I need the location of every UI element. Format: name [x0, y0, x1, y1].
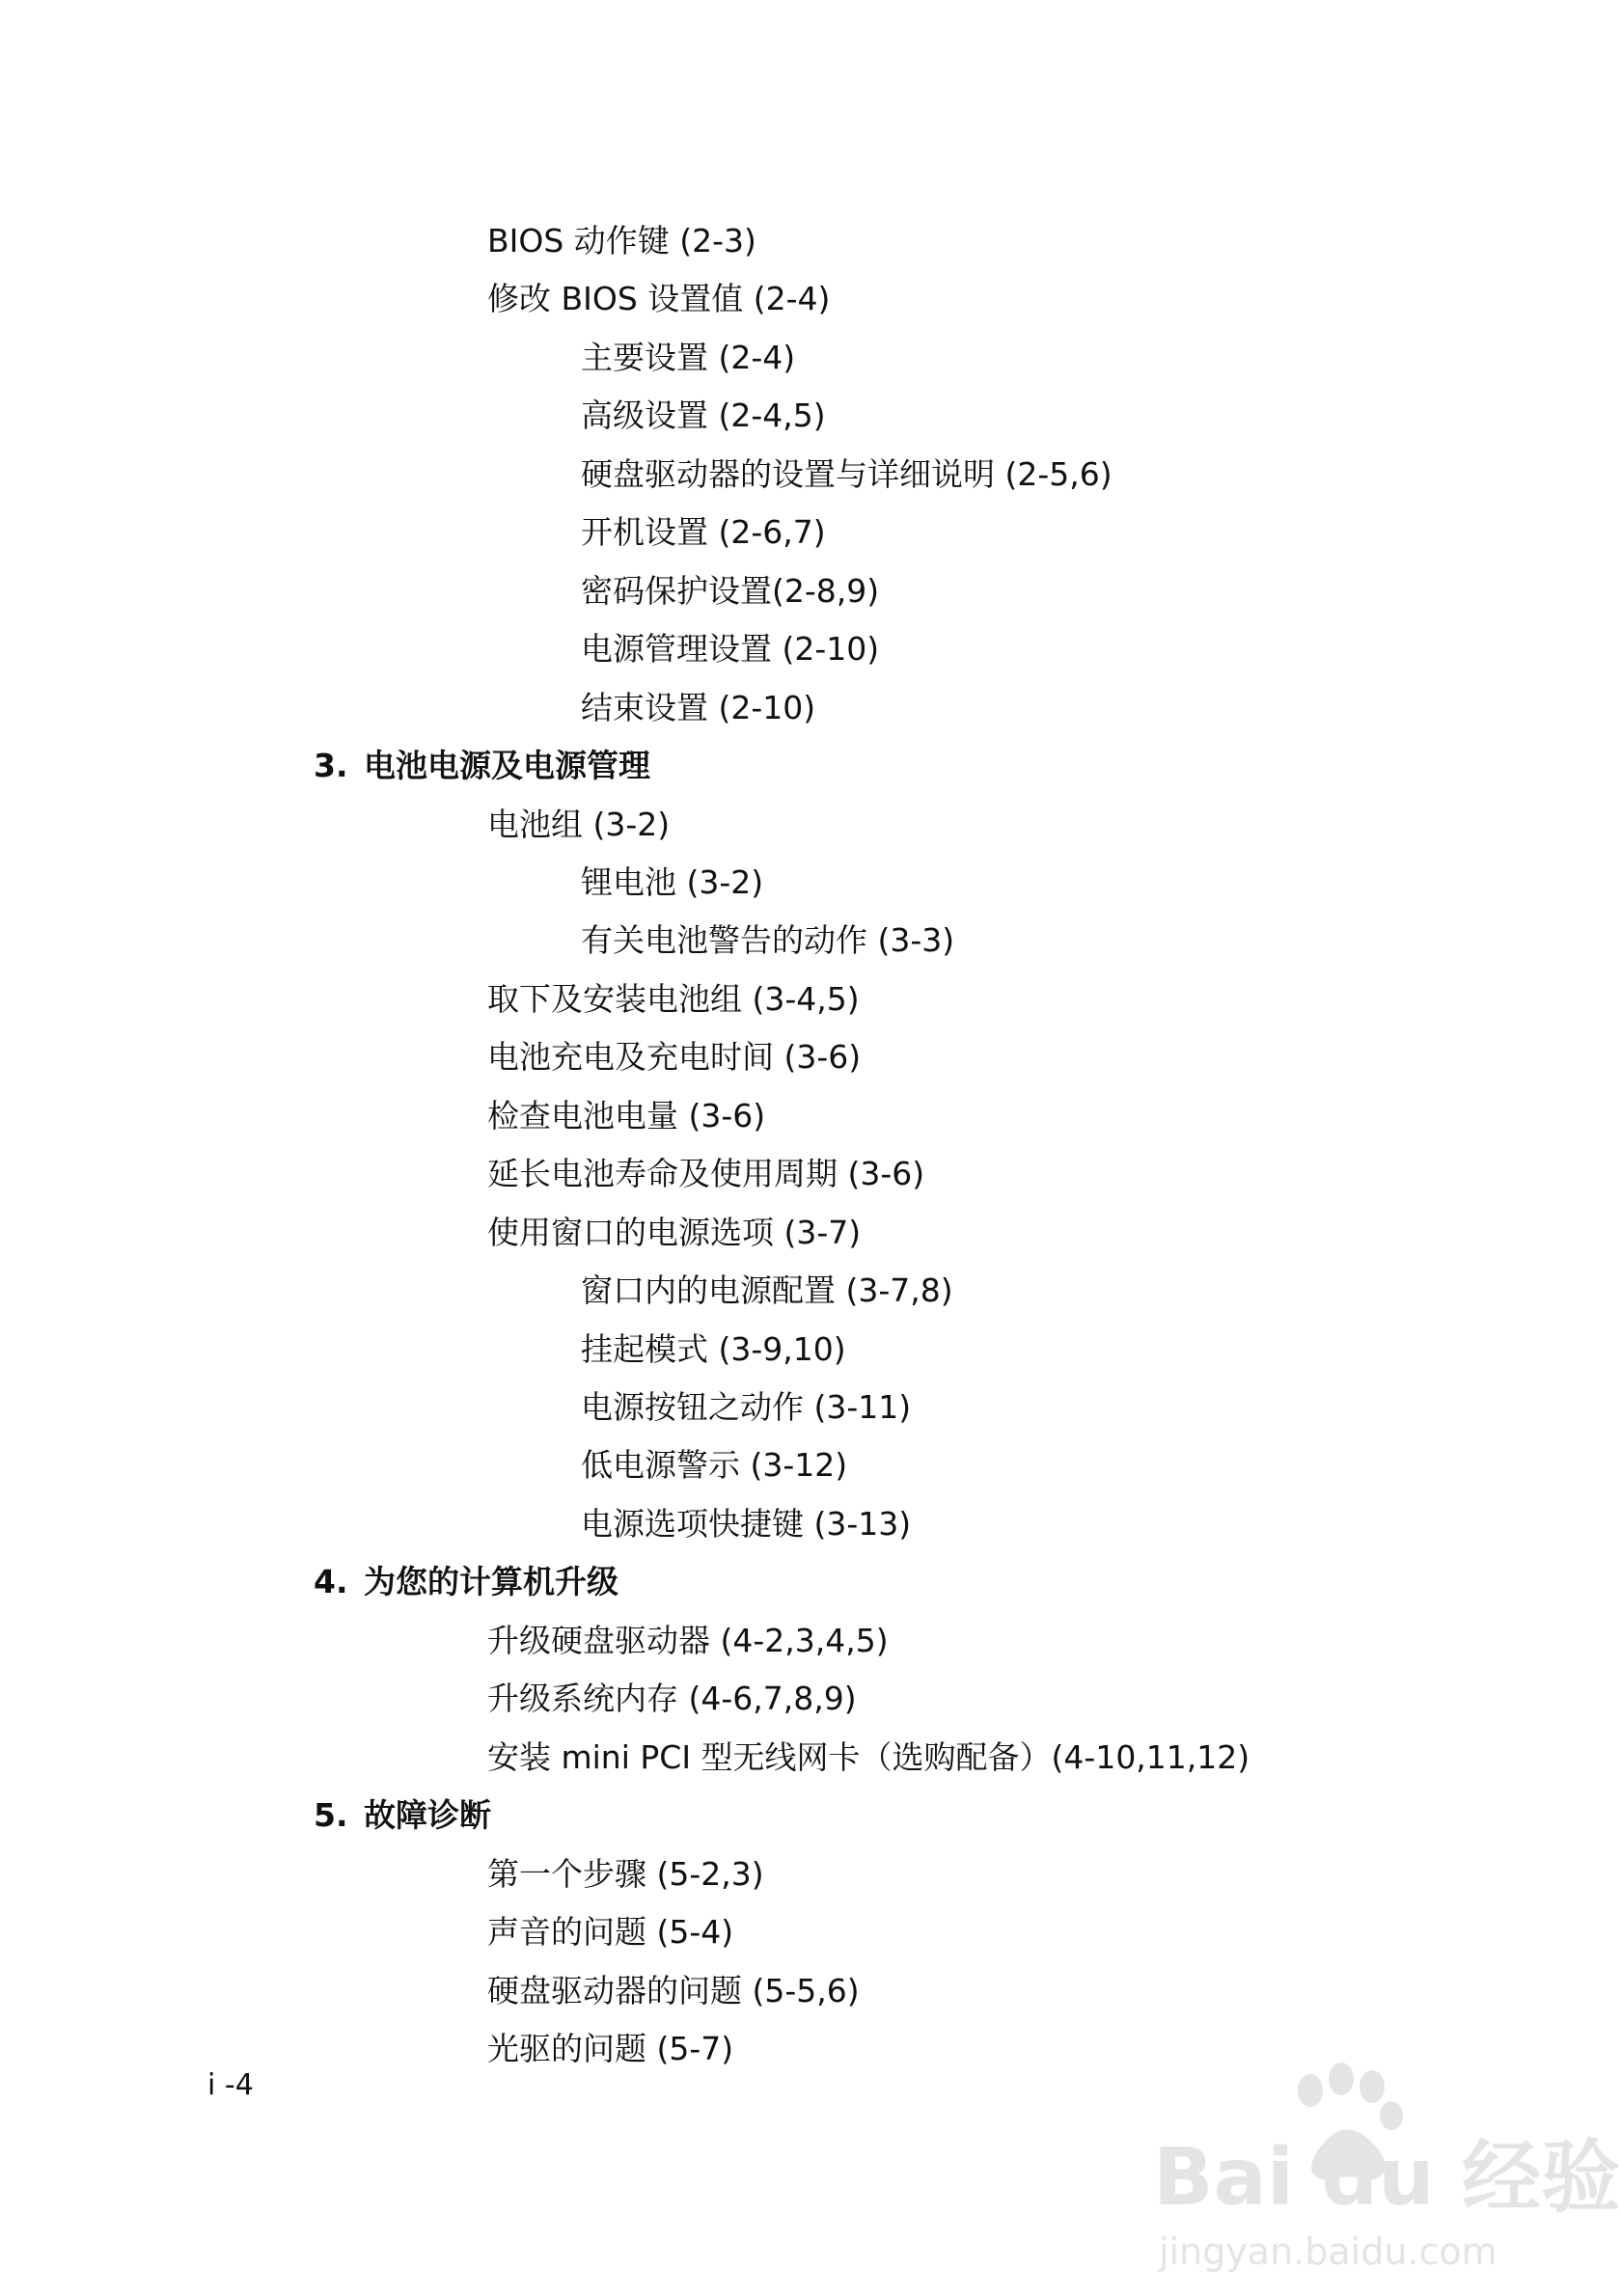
toc-entry-label: 安装 mini PCI 型无线网卡（选购配备）(4-10,11,12) — [487, 1737, 1250, 1776]
toc-entry — [581, 912, 954, 970]
toc-entry — [487, 2020, 733, 2078]
toc-entry-label: 修改 BIOS 设置值 (2-4) — [487, 280, 831, 318]
toc-entry — [487, 1962, 860, 2020]
toc-chapter-number: 3. — [314, 747, 348, 785]
toc-entry-label: 电源管理设置 (2-10) — [581, 630, 880, 669]
toc-entry — [581, 1436, 847, 1494]
toc-chapter-number: 4. — [314, 1563, 348, 1601]
toc-entry — [581, 854, 763, 912]
toc-entry-label: 电池组 (3-2) — [487, 805, 671, 843]
toc-entry — [487, 1028, 861, 1086]
toc-entry — [487, 1204, 861, 1262]
toc-entry-label: 密码保护设置(2-8,9) — [581, 571, 880, 610]
toc-entry-label: 有关电池警告的动作 (3-3) — [581, 921, 955, 960]
toc-entry-label: 主要设置 (2-4) — [581, 338, 796, 376]
toc-entry — [487, 1612, 889, 1670]
toc-entry — [581, 562, 879, 620]
toc-entry — [487, 270, 830, 328]
toc-entry — [487, 970, 860, 1028]
watermark-url-text: jingyan.baidu.com — [1159, 2230, 1497, 2273]
toc-entry — [581, 504, 826, 561]
baidu-jingyan-watermark-logo — [1153, 2050, 1621, 2282]
toc-entry-label: 升级硬盘驱动器 (4-2,3,4,5) — [487, 1621, 889, 1659]
toc-entry-label: 电源选项快捷键 (3-13) — [581, 1504, 912, 1543]
toc-entry-label: 锂电池 (3-2) — [581, 862, 764, 901]
toc-entry — [581, 387, 826, 445]
toc-chapter-heading — [314, 737, 650, 795]
toc-entry — [581, 679, 815, 737]
toc-entry-label: 延长电池寿命及使用周期 (3-6) — [487, 1155, 925, 1193]
toc-entry-label: 挂起模式 (3-9,10) — [581, 1329, 846, 1368]
toc-entry — [581, 446, 1113, 504]
toc-entry — [581, 1379, 911, 1436]
toc-entry-label: 电池充电及充电时间 (3-6) — [487, 1038, 862, 1077]
toc-entry-label: 声音的问题 (5-4) — [487, 1913, 734, 1952]
toc-entry-label: 电池电源及电源管理 — [364, 747, 650, 785]
toc-entry-label: 使用窗口的电源选项 (3-7) — [487, 1213, 862, 1251]
toc-entry-label: 窗口内的电源配置 (3-7,8) — [581, 1271, 953, 1310]
toc-entry — [487, 1903, 733, 1961]
toc-entry-label: 为您的计算机升级 — [364, 1563, 618, 1601]
watermark-brand-text: Bai du 经验 — [1153, 2132, 1621, 2224]
toc-entry — [581, 1495, 911, 1553]
toc-entry-label: 硬盘驱动器的设置与详细说明 (2-5,6) — [581, 454, 1113, 493]
toc-entry-label: 硬盘驱动器的问题 (5-5,6) — [487, 1971, 860, 2009]
toc-entry-label: 取下及安装电池组 (3-4,5) — [487, 979, 860, 1018]
toc-entry-label: 开机设置 (2-6,7) — [581, 513, 826, 552]
toc-entry — [487, 796, 670, 854]
toc-entry — [487, 1845, 764, 1903]
toc-entry — [487, 1145, 924, 1203]
toc-entry — [487, 212, 756, 270]
toc-entry-label: 检查电池电量 (3-6) — [487, 1096, 766, 1134]
toc-chapter-heading — [314, 1553, 618, 1611]
toc-entry-label: BIOS 动作键 (2-3) — [487, 222, 756, 260]
toc-entry-label: 低电源警示 (3-12) — [581, 1446, 848, 1485]
toc-chapter-heading — [314, 1787, 491, 1845]
toc-entry — [487, 1729, 1250, 1787]
toc-entry-label: 第一个步骤 (5-2,3) — [487, 1854, 764, 1893]
toc-entry-label: 升级系统内存 (4-6,7,8,9) — [487, 1680, 857, 1718]
toc-entry — [581, 1262, 953, 1320]
toc-chapter-number: 5. — [314, 1796, 348, 1835]
toc-entry-label: 高级设置 (2-4,5) — [581, 396, 826, 435]
toc-entry-label: 光驱的问题 (5-7) — [487, 2029, 734, 2067]
toc-entry — [487, 1670, 857, 1728]
toc-entry — [581, 620, 879, 678]
toc-entry — [581, 329, 795, 387]
toc-entry-label: 故障诊断 — [364, 1796, 491, 1835]
toc-entry — [581, 1321, 846, 1379]
toc-entry-label: 电源按钮之动作 (3-11) — [581, 1388, 912, 1426]
toc-entry-label: 结束设置 (2-10) — [581, 688, 816, 726]
toc-entry — [487, 1087, 765, 1145]
page-number: i -4 — [207, 2068, 254, 2102]
